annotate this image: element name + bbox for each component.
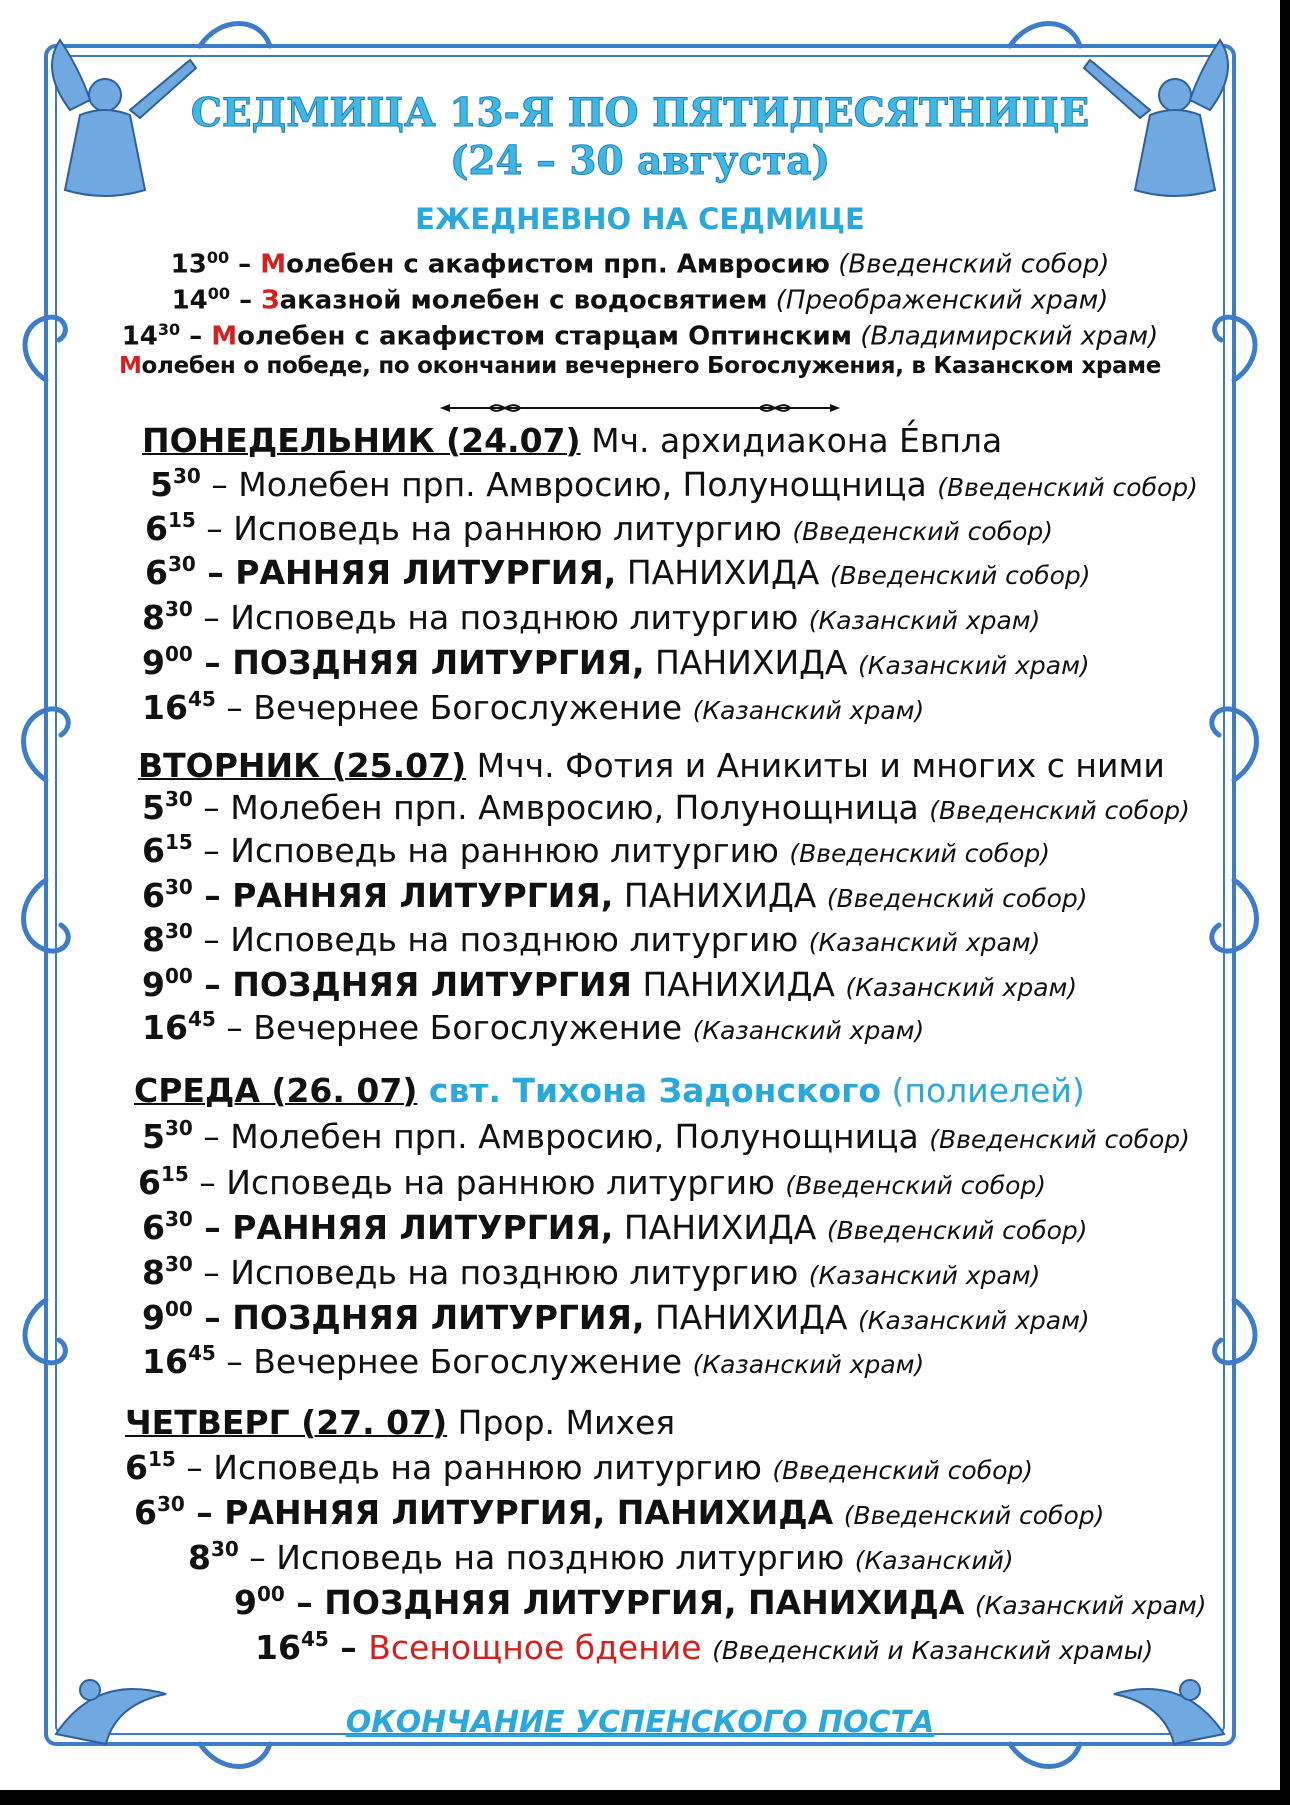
- service-row: $6^{30}$ – РАННЯЯ ЛИТУРГИЯ, ПАНИХИДА (Введенский собор): [134, 1492, 1105, 1532]
- service-row: $6^{15}$ – Исповедь на раннюю литургию (Введенский собор): [142, 830, 1051, 870]
- daily-item: $14^{00}$ – Заказной молебен с водосвятием (Преображенский храм): [171, 284, 1109, 316]
- day-header-wednesday: СРЕДА (26. 07) свт. Тихона Задонского (полиелей): [134, 1071, 1085, 1110]
- service-row: $16^{45}$ – Всенощное бдение (Введенский и Казанский храмы): [255, 1627, 1154, 1667]
- service-row: $9^{00}$ – ПОЗДНЯЯ ЛИТУРГИЯ ПАНИХИДА (Казанский храм): [142, 964, 1078, 1004]
- divider-ornament: [440, 398, 840, 418]
- service-row: $6^{15}$ – Исповедь на раннюю литургию (Введенский собор): [145, 508, 1054, 548]
- daily-item: $13^{00}$ – Молебен с акафистом прп. Амвросию (Введенский собор): [170, 248, 1110, 280]
- day-header-monday: ПОНЕДЕЛЬНИК (24.07) Мч. архидиакона Е́впла: [142, 421, 1003, 460]
- service-row: $8^{30}$ – Исповедь на позднюю литургию (Казанский храм): [142, 919, 1041, 959]
- service-row: $5^{30}$ – Молебен прп. Амвросию, Полунощница (Введенский собор): [142, 787, 1190, 827]
- daily-heading: ЕЖЕДНЕВНО НА СЕДМИЦЕ: [415, 202, 865, 236]
- page-title: СЕДМИЦА 13-Я ПО ПЯТИДЕСЯТНИЦЕ: [190, 90, 1090, 136]
- service-row: $6^{30}$ – РАННЯЯ ЛИТУРГИЯ, ПАНИХИДА (Введенский собор): [145, 552, 1091, 592]
- footer-note: ОКОНЧАНИЕ УСПЕНСКОГО ПОСТА: [345, 1705, 935, 1740]
- service-row: $6^{30}$ – РАННЯЯ ЛИТУРГИЯ, ПАНИХИДА (Введенский собор): [142, 875, 1088, 915]
- day-header-thursday: ЧЕТВЕРГ (27. 07) Прор. Михея: [125, 1403, 676, 1442]
- service-row: $5^{30}$ – Молебен прп. Амвросию, Полунощница (Введенский собор): [142, 1116, 1190, 1156]
- service-row: $5^{30}$ – Молебен прп. Амвросию, Полунощница (Введенский собор): [150, 464, 1198, 504]
- service-row: $9^{00}$ – ПОЗДНЯЯ ЛИТУРГИЯ, ПАНИХИДА (Казанский храм): [142, 1297, 1090, 1337]
- daily-note: Молебен о победе, по окончании вечернего Богослужения, в Казанском храме: [118, 353, 1162, 379]
- service-row: $6^{15}$ – Исповедь на раннюю литургию (Введенский собор): [138, 1162, 1047, 1202]
- service-row: $8^{30}$ – Исповедь на позднюю литургию (Казанский храм): [142, 597, 1041, 637]
- service-row: $6^{15}$ – Исповедь на раннюю литургию (Введенский собор): [125, 1447, 1034, 1487]
- daily-item: $14^{30}$ – Молебен с акафистом старцам Оптинским (Владимирский храм): [121, 320, 1159, 352]
- service-row: $9^{00}$ – ПОЗДНЯЯ ЛИТУРГИЯ, ПАНИХИДА (Казанский храм): [142, 642, 1090, 682]
- service-row: $8^{30}$ – Исповедь на позднюю литургию (Казанский храм): [142, 1252, 1041, 1292]
- service-row: $9^{00}$ – ПОЗДНЯЯ ЛИТУРГИЯ, ПАНИХИДА (Казанский храм): [234, 1582, 1207, 1622]
- service-row: $16^{45}$ – Вечернее Богослужение (Казанский храм): [142, 1007, 925, 1047]
- page-subtitle-dates: (24 – 30 августа): [449, 138, 831, 184]
- service-row: $16^{45}$ – Вечернее Богослужение (Казанский храм): [142, 1341, 925, 1381]
- service-row: $6^{30}$ – РАННЯЯ ЛИТУРГИЯ, ПАНИХИДА (Введенский собор): [142, 1207, 1088, 1247]
- day-header-tuesday: ВТОРНИК (25.07) Мчч. Фотия и Аникиты и многих с ними: [138, 746, 1165, 785]
- service-row: $8^{30}$ – Исповедь на позднюю литургию (Казанский): [188, 1537, 1014, 1577]
- service-row: $16^{45}$ – Вечернее Богослужение (Казанский храм): [142, 687, 925, 727]
